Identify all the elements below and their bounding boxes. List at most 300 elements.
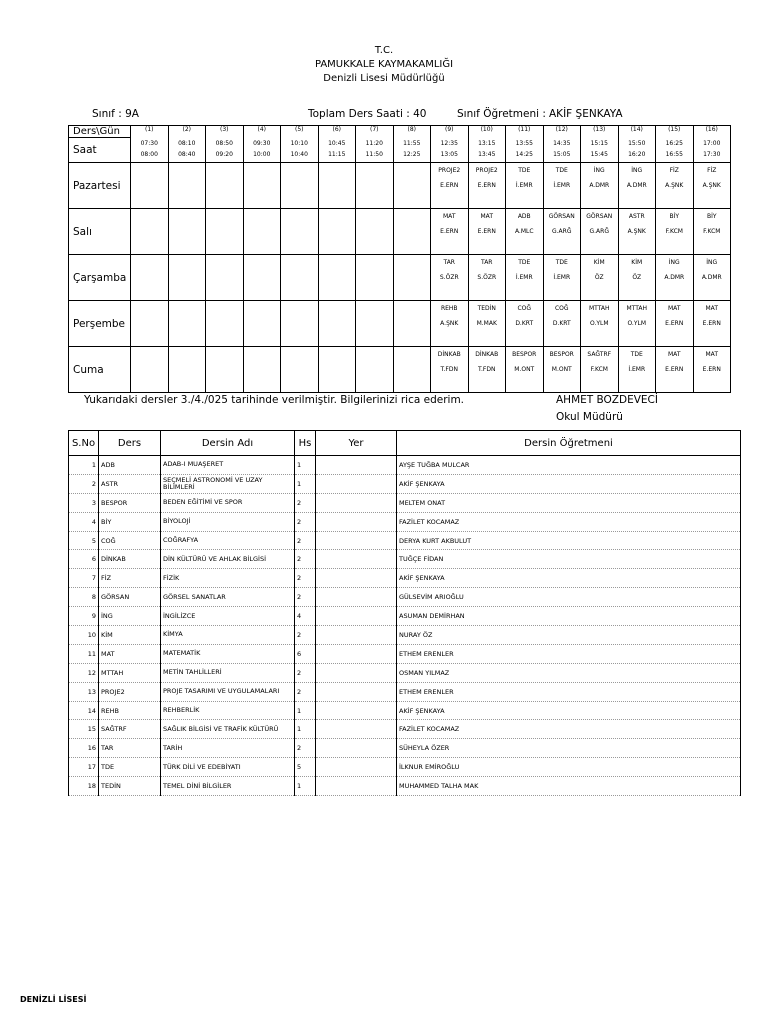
day-name: Salı [69,209,131,255]
course-code: BİY [99,512,161,531]
period-time [468,138,506,163]
course-code: ADB [99,456,161,475]
lesson-code: ASTR [628,213,645,220]
lesson-teacher: M.MAK [476,320,497,327]
period-end: 08:40 [178,150,196,158]
lesson-cell [581,301,619,347]
course-code: TAR [99,739,161,758]
lesson-cell [131,255,169,301]
lesson-cell [543,301,581,347]
course-code: PROJE2 [99,682,161,701]
lesson-cell [168,255,206,301]
course-hours: 1 [295,456,316,475]
col-header-teacher: Dersin Öğretmeni [397,431,741,456]
note-text: Yukarıdaki dersler 3./4./025 tarihinde verilmiştir. Bilgilerinizi rica ederim. [84,394,465,406]
period-start: 07:30 [140,139,158,147]
lesson-code: SAĞTRF [587,351,612,358]
lesson-code: COĞ [517,305,532,312]
course-code: FİZ [99,569,161,588]
course-teacher: AYŞE TUĞBA MULCAR [397,456,741,475]
lesson-cell [318,347,356,393]
period-start: 11:20 [365,139,383,147]
period-end: 09:20 [215,150,233,158]
lesson-cell [693,347,731,393]
lesson-cell [168,163,206,209]
course-code: BESPOR [99,493,161,512]
lesson-cell [506,209,544,255]
lesson-code: MTTAH [588,305,610,312]
lesson-code: TAR [443,259,455,266]
lesson-code: PROJE2 [475,167,498,174]
course-code: GÖRSAN [99,588,161,607]
day-row [69,255,731,301]
course-name: TARİH [161,739,295,758]
table-row [69,663,741,682]
col-header-code: Ders [99,431,161,456]
lesson-teacher: E.ERN [477,228,496,235]
period-start: 15:50 [628,139,646,147]
period-number: (5) [281,126,319,138]
period-end: 11:15 [328,150,346,158]
lesson-teacher: S.ÖZR [439,274,459,281]
lesson-cell [693,209,731,255]
lesson-teacher: E.ERN [702,366,721,373]
course-teacher: FAZİLET KOCAMAZ [397,512,741,531]
lesson-cell [168,209,206,255]
lesson-code: BİY [669,213,680,220]
lesson-code: GÖRSAN [548,213,575,220]
lesson-teacher: T.FDN [478,366,496,373]
period-start: 08:50 [215,139,233,147]
lesson-cell [431,163,469,209]
lesson-teacher: İ.EMR [515,182,533,189]
lesson-cell [693,301,731,347]
lesson-cell [468,163,506,209]
course-code: MTTAH [99,663,161,682]
table-row [69,569,741,588]
table-row [69,456,741,475]
lesson-cell [206,163,244,209]
course-teacher: AKİF ŞENKAYA [397,569,741,588]
col-header-place: Yer [316,431,397,456]
course-hours: 5 [295,758,316,777]
period-start: 13:15 [478,139,496,147]
lesson-cell [618,209,656,255]
lesson-cell [281,301,319,347]
period-number: (13) [581,126,619,138]
lesson-cell [431,255,469,301]
period-start: 15:15 [590,139,608,147]
lesson-teacher: İ.EMR [553,274,571,281]
lesson-cell [618,347,656,393]
course-teacher: FAZİLET KOCAMAZ [397,720,741,739]
course-no: 15 [69,720,99,739]
lesson-code: BESPOR [512,351,537,358]
lesson-cell [356,301,394,347]
total-hours-label: Toplam Ders Saati : 40 [308,108,427,120]
course-name: TEMEL DİNİ BİLGİLER [161,777,295,796]
lesson-code: TEDİN [477,305,496,312]
course-place [316,588,397,607]
course-name: ADAB-I MUAŞERET [161,456,295,475]
period-time [318,138,356,163]
lesson-cell [431,301,469,347]
lesson-code: TDE [518,259,531,266]
day-row [69,301,731,347]
lesson-cell [281,209,319,255]
course-hours: 1 [295,720,316,739]
lesson-code: İNG [631,167,643,174]
period-number: (7) [356,126,394,138]
day-row [69,209,731,255]
principal-name: AHMET BOZDEVECİ [556,394,658,406]
period-start: 08:10 [178,139,196,147]
lesson-cell [206,301,244,347]
period-number: (12) [543,126,581,138]
lesson-cell [431,209,469,255]
period-number: (10) [468,126,506,138]
lesson-teacher: T.FDN [440,366,458,373]
course-hours: 1 [295,474,316,493]
period-number: (4) [243,126,281,138]
time-label: Saat [69,138,131,163]
lesson-code: TDE [555,167,568,174]
lesson-cell [318,255,356,301]
table-row [69,720,741,739]
course-teacher: AKİF ŞENKAYA [397,701,741,720]
period-end: 13:05 [440,150,458,158]
day-row [69,347,731,393]
period-start: 10:10 [290,139,308,147]
lesson-code: TDE [555,259,568,266]
course-hours: 2 [295,493,316,512]
lesson-teacher: O.YLM [627,320,647,327]
lesson-code: GÖRSAN [586,213,613,220]
lesson-teacher: A.DMR [589,182,610,189]
course-place [316,663,397,682]
course-hours: 2 [295,739,316,758]
course-no: 3 [69,493,99,512]
lesson-code: MAT [668,305,681,312]
lesson-cell [581,255,619,301]
day-name: Çarşamba [69,255,131,301]
period-start: 12:35 [440,139,458,147]
period-start: 17:00 [703,139,721,147]
lesson-teacher: A.ŞNK [702,182,721,189]
lesson-code: FİZ [707,167,717,174]
period-start: 13:55 [515,139,533,147]
period-number: (1) [131,126,169,138]
course-no: 14 [69,701,99,720]
lesson-code: TDE [630,351,643,358]
period-end: 15:05 [553,150,571,158]
period-end: 12:25 [403,150,421,158]
lesson-cell [281,255,319,301]
lesson-teacher: F.KCM [590,366,608,373]
col-header-hours: Hs [295,431,316,456]
course-no: 5 [69,531,99,550]
day-name: Perşembe [69,301,131,347]
lesson-cell [131,301,169,347]
col-header-name: Dersin Adı [161,431,295,456]
course-name: KİMYA [161,626,295,645]
course-place [316,531,397,550]
period-row [69,126,731,138]
course-place [316,607,397,626]
lesson-code: DİNKAB [437,351,461,358]
lesson-cell [506,255,544,301]
period-end: 10:40 [290,150,308,158]
lesson-cell [131,209,169,255]
lesson-teacher: A.DMR [701,274,722,281]
lesson-cell [393,163,431,209]
course-place [316,569,397,588]
period-number: (14) [618,126,656,138]
lesson-teacher: E.ERN [440,228,459,235]
lesson-cell [243,209,281,255]
course-code: MAT [99,644,161,663]
course-code: ASTR [99,474,161,493]
header-district: PAMUKKALE KAYMAKAMLIĞI [314,59,454,70]
table-row [69,512,741,531]
course-hours: 2 [295,663,316,682]
course-name: İNGİLİZCE [161,607,295,626]
period-end: 16:20 [628,150,646,158]
period-end: 11:50 [365,150,383,158]
period-number: (11) [506,126,544,138]
lesson-cell [243,347,281,393]
lesson-code: İNG [706,259,718,266]
lesson-teacher: A.DMR [664,274,685,281]
lesson-cell [506,301,544,347]
lesson-cell [206,255,244,301]
period-number: (3) [206,126,244,138]
course-hours: 4 [295,607,316,626]
lesson-cell [468,209,506,255]
lesson-cell [506,163,544,209]
header-republic: T.C. [374,45,394,56]
course-name: TÜRK DİLİ VE EDEBİYATI [161,758,295,777]
lesson-teacher: G.ARĞ [589,228,609,235]
lesson-teacher: A.ŞNK [665,182,684,189]
lesson-code: İNG [593,167,605,174]
course-hours: 1 [295,701,316,720]
period-time [168,138,206,163]
course-name: PROJE TASARIMI VE UYGULAMALARI [161,682,295,701]
day-row [69,163,731,209]
corner-label: Ders\Gün [69,126,131,138]
course-name: FİZİK [161,569,295,588]
course-teacher: TUĞÇE FİDAN [397,550,741,569]
lesson-cell [281,347,319,393]
lesson-cell [543,347,581,393]
course-place [316,720,397,739]
course-hours: 2 [295,569,316,588]
period-number: (9) [431,126,469,138]
course-hours: 2 [295,550,316,569]
lesson-teacher: D.KRT [515,320,534,327]
lesson-code: REHB [440,305,458,312]
table-row [69,493,741,512]
period-end: 14:25 [515,150,533,158]
class-teacher-label: Sınıf Öğretmeni : [457,108,546,120]
lesson-code: BESPOR [549,351,574,358]
lesson-cell [468,255,506,301]
course-name: BİYOLOJİ [161,512,295,531]
period-start: 10:45 [328,139,346,147]
course-teacher: DERYA KURT AKBULUT [397,531,741,550]
lesson-code: MAT [443,213,456,220]
course-teacher: MELTEM ONAT [397,493,741,512]
lesson-code: MTTAH [626,305,648,312]
course-teacher: OSMAN YILMAZ [397,663,741,682]
course-teacher: AKİF ŞENKAYA [397,474,741,493]
lesson-code: TAR [481,259,493,266]
table-row [69,777,741,796]
period-end: 08:00 [140,150,158,158]
lesson-code: MAT [668,351,681,358]
period-time [356,138,394,163]
course-name: GÖRSEL SANATLAR [161,588,295,607]
period-number: (2) [168,126,206,138]
course-no: 10 [69,626,99,645]
lesson-teacher: S.ÖZR [477,274,497,281]
course-code: COĞ [99,531,161,550]
lesson-code: COĞ [554,305,569,312]
lesson-teacher: ÖZ [632,274,642,281]
lesson-cell [356,163,394,209]
lesson-cell [318,301,356,347]
period-time [243,138,281,163]
period-end: 17:30 [703,150,721,158]
lesson-cell [618,163,656,209]
course-no: 8 [69,588,99,607]
course-hours: 2 [295,588,316,607]
lesson-teacher: E.ERN [702,320,721,327]
course-name: REHBERLİK [161,701,295,720]
lesson-cell [656,347,694,393]
lesson-cell [393,255,431,301]
lesson-code: BİY [706,213,717,220]
course-no: 13 [69,682,99,701]
course-place [316,758,397,777]
lesson-cell [581,209,619,255]
course-no: 18 [69,777,99,796]
period-start: 11:55 [403,139,421,147]
course-place [316,644,397,663]
col-header-no: S.No [69,431,99,456]
lesson-code: KİM [631,259,643,266]
lesson-cell [168,347,206,393]
lesson-code: KİM [593,259,605,266]
footer-school-name: DENİZLİ LİSESİ [20,995,87,1004]
period-end: 15:45 [590,150,608,158]
lesson-cell [356,255,394,301]
lesson-cell [318,163,356,209]
period-time [581,138,619,163]
lesson-teacher: A.ŞNK [440,320,459,327]
period-start: 16:25 [665,139,683,147]
course-no: 7 [69,569,99,588]
lesson-cell [243,255,281,301]
course-hours: 2 [295,512,316,531]
lesson-cell [356,209,394,255]
lesson-code: TDE [518,167,531,174]
lesson-cell [693,163,731,209]
course-place [316,550,397,569]
day-name: Pazartesi [69,163,131,209]
lesson-cell [656,301,694,347]
course-hours: 2 [295,682,316,701]
lesson-cell [506,347,544,393]
course-place [316,493,397,512]
table-row [69,607,741,626]
course-place [316,512,397,531]
lesson-teacher: M.ONT [551,366,572,373]
course-teacher: ASUMAN DEMİRHAN [397,607,741,626]
course-code: TEDİN [99,777,161,796]
period-number: (16) [693,126,731,138]
lesson-code: İNG [668,259,680,266]
period-end: 16:55 [665,150,683,158]
table-row [69,701,741,720]
course-no: 4 [69,512,99,531]
lesson-teacher: F.KCM [703,228,721,235]
course-place [316,682,397,701]
course-hours: 2 [295,626,316,645]
period-number: (8) [393,126,431,138]
lesson-cell [656,255,694,301]
table-row [69,739,741,758]
period-start: 14:35 [553,139,571,147]
course-no: 2 [69,474,99,493]
period-time [693,138,731,163]
lesson-cell [693,255,731,301]
course-no: 17 [69,758,99,777]
course-hours: 1 [295,777,316,796]
lesson-teacher: D.KRT [552,320,571,327]
course-teacher: NURAY ÖZ [397,626,741,645]
lesson-code: PROJE2 [438,167,461,174]
principal-title: Okul Müdürü [556,411,623,423]
course-code: SAĞTRF [99,720,161,739]
course-list-table [68,430,741,796]
lesson-cell [656,209,694,255]
course-name: DİN KÜLTÜRÜ VE AHLAK BİLGİSİ [161,550,295,569]
lesson-teacher: F.KCM [665,228,683,235]
lesson-cell [318,209,356,255]
course-hours: 6 [295,644,316,663]
period-number: (15) [656,126,694,138]
course-teacher: GÜLSEVİM ARIOĞLU [397,588,741,607]
course-no: 16 [69,739,99,758]
lesson-cell [168,301,206,347]
course-teacher: SÜHEYLA ÖZER [397,739,741,758]
course-place [316,626,397,645]
lesson-teacher: İ.EMR [515,274,533,281]
lesson-cell [393,209,431,255]
lesson-teacher: G.ARĞ [552,228,572,235]
table-row [69,758,741,777]
day-name: Cuma [69,347,131,393]
period-time [431,138,469,163]
lesson-cell [131,347,169,393]
lesson-code: MAT [480,213,493,220]
lesson-cell [468,347,506,393]
table-row [69,644,741,663]
period-time [506,138,544,163]
lesson-cell [431,347,469,393]
